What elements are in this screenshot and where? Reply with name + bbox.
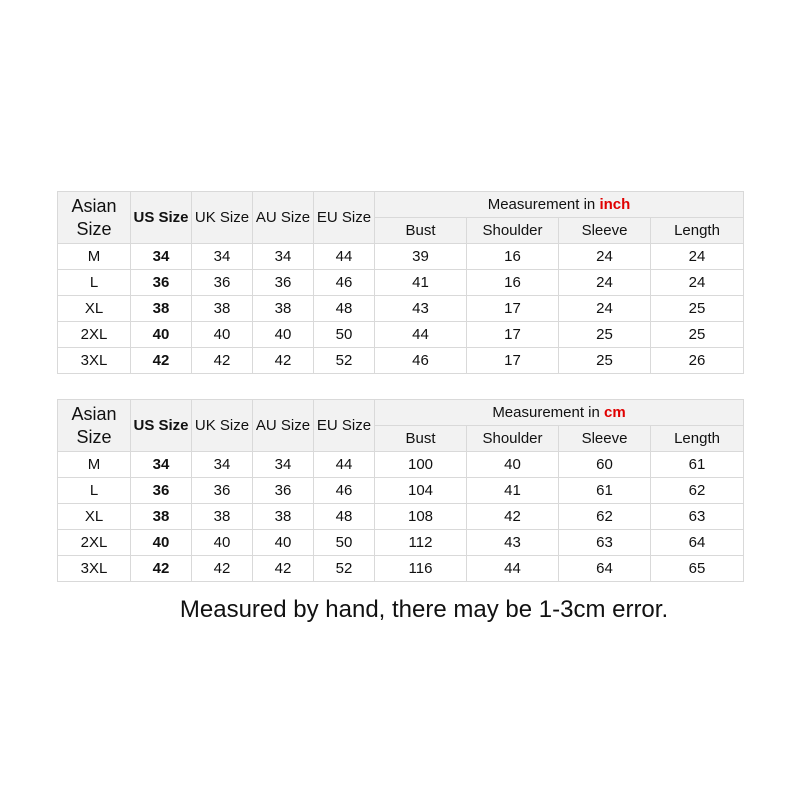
measurement-unit: inch bbox=[599, 196, 631, 213]
measurement-prefix: Measurement in bbox=[487, 196, 596, 213]
cell-us-size: 34 bbox=[131, 452, 192, 478]
cell-uk-size: 42 bbox=[192, 556, 253, 582]
cell-au-size: 38 bbox=[253, 296, 314, 322]
cell-sleeve: 24 bbox=[559, 296, 651, 322]
cell-length: 24 bbox=[651, 270, 744, 296]
cell-bust: 104 bbox=[375, 478, 467, 504]
cell-asian-size: M bbox=[58, 452, 131, 478]
cell-sleeve: 63 bbox=[559, 530, 651, 556]
cell-bust: 46 bbox=[375, 348, 467, 374]
cell-shoulder: 42 bbox=[467, 504, 559, 530]
cell-us-size: 42 bbox=[131, 556, 192, 582]
cell-length: 61 bbox=[651, 452, 744, 478]
cell-eu-size: 44 bbox=[314, 244, 375, 270]
cell-au-size: 36 bbox=[253, 270, 314, 296]
cell-eu-size: 46 bbox=[314, 478, 375, 504]
cell-shoulder: 43 bbox=[467, 530, 559, 556]
cell-us-size: 40 bbox=[131, 530, 192, 556]
cell-bust: 44 bbox=[375, 322, 467, 348]
cell-au-size: 40 bbox=[253, 322, 314, 348]
cell-uk-size: 36 bbox=[192, 478, 253, 504]
cell-asian-size: 2XL bbox=[58, 322, 131, 348]
cell-length: 25 bbox=[651, 296, 744, 322]
header-length: Length bbox=[651, 426, 744, 452]
header-eu-size: EU Size bbox=[314, 192, 375, 244]
cell-sleeve: 25 bbox=[559, 322, 651, 348]
cell-au-size: 42 bbox=[253, 556, 314, 582]
cell-us-size: 40 bbox=[131, 322, 192, 348]
cell-au-size: 38 bbox=[253, 504, 314, 530]
cell-asian-size: XL bbox=[58, 504, 131, 530]
cell-eu-size: 48 bbox=[314, 296, 375, 322]
cell-bust: 108 bbox=[375, 504, 467, 530]
cell-length: 62 bbox=[651, 478, 744, 504]
cell-eu-size: 48 bbox=[314, 504, 375, 530]
cell-shoulder: 41 bbox=[467, 478, 559, 504]
cell-bust: 116 bbox=[375, 556, 467, 582]
cell-us-size: 42 bbox=[131, 348, 192, 374]
header-bust: Bust bbox=[375, 426, 467, 452]
header-au-size: AU Size bbox=[253, 400, 314, 452]
cell-shoulder: 17 bbox=[467, 322, 559, 348]
cell-shoulder: 16 bbox=[467, 244, 559, 270]
cell-sleeve: 60 bbox=[559, 452, 651, 478]
cell-asian-size: M bbox=[58, 244, 131, 270]
cell-uk-size: 38 bbox=[192, 504, 253, 530]
header-uk-size: UK Size bbox=[192, 192, 253, 244]
cell-eu-size: 50 bbox=[314, 530, 375, 556]
cell-uk-size: 34 bbox=[192, 452, 253, 478]
header-sleeve: Sleeve bbox=[559, 218, 651, 244]
cell-asian-size: 2XL bbox=[58, 530, 131, 556]
measurement-note: Measured by hand, there may be 1-3cm error. bbox=[179, 596, 669, 623]
cell-eu-size: 46 bbox=[314, 270, 375, 296]
cell-asian-size: L bbox=[58, 270, 131, 296]
table-row bbox=[58, 322, 744, 348]
cell-sleeve: 62 bbox=[559, 504, 651, 530]
cell-eu-size: 52 bbox=[314, 348, 375, 374]
cell-shoulder: 16 bbox=[467, 270, 559, 296]
cell-sleeve: 24 bbox=[559, 244, 651, 270]
cell-bust: 41 bbox=[375, 270, 467, 296]
cell-length: 63 bbox=[651, 504, 744, 530]
cell-sleeve: 64 bbox=[559, 556, 651, 582]
header-us-size: US Size bbox=[131, 192, 192, 244]
table-row bbox=[58, 452, 744, 478]
cell-sleeve: 24 bbox=[559, 270, 651, 296]
measurement-title bbox=[375, 192, 744, 218]
table-row bbox=[58, 478, 744, 504]
cell-au-size: 40 bbox=[253, 530, 314, 556]
size-table-inch bbox=[57, 191, 744, 374]
cell-length: 25 bbox=[651, 322, 744, 348]
table-row bbox=[58, 270, 744, 296]
cell-bust: 39 bbox=[375, 244, 467, 270]
header-asian-size: Asian Size bbox=[58, 192, 131, 244]
cell-length: 24 bbox=[651, 244, 744, 270]
cell-shoulder: 17 bbox=[467, 348, 559, 374]
cell-bust: 112 bbox=[375, 530, 467, 556]
cell-au-size: 36 bbox=[253, 478, 314, 504]
header-us-size: US Size bbox=[131, 400, 192, 452]
cell-length: 26 bbox=[651, 348, 744, 374]
cell-length: 64 bbox=[651, 530, 744, 556]
cell-uk-size: 34 bbox=[192, 244, 253, 270]
measurement-prefix: Measurement in bbox=[492, 404, 600, 421]
header-bust: Bust bbox=[375, 218, 467, 244]
cell-uk-size: 40 bbox=[192, 530, 253, 556]
cell-eu-size: 52 bbox=[314, 556, 375, 582]
cell-uk-size: 40 bbox=[192, 322, 253, 348]
cell-us-size: 38 bbox=[131, 504, 192, 530]
table-row bbox=[58, 556, 744, 582]
header-length: Length bbox=[651, 218, 744, 244]
header-au-size: AU Size bbox=[253, 192, 314, 244]
cell-asian-size: 3XL bbox=[58, 348, 131, 374]
header-shoulder: Shoulder bbox=[467, 218, 559, 244]
measurement-unit: cm bbox=[604, 404, 626, 421]
cell-shoulder: 40 bbox=[467, 452, 559, 478]
cell-uk-size: 36 bbox=[192, 270, 253, 296]
cell-uk-size: 38 bbox=[192, 296, 253, 322]
cell-shoulder: 44 bbox=[467, 556, 559, 582]
cell-au-size: 34 bbox=[253, 452, 314, 478]
cell-eu-size: 50 bbox=[314, 322, 375, 348]
cell-us-size: 36 bbox=[131, 478, 192, 504]
header-asian-size: Asian Size bbox=[58, 400, 131, 452]
header-uk-size: UK Size bbox=[192, 400, 253, 452]
cell-sleeve: 25 bbox=[559, 348, 651, 374]
cell-shoulder: 17 bbox=[467, 296, 559, 322]
cell-us-size: 36 bbox=[131, 270, 192, 296]
cell-au-size: 42 bbox=[253, 348, 314, 374]
cell-us-size: 38 bbox=[131, 296, 192, 322]
cell-us-size: 34 bbox=[131, 244, 192, 270]
table-row bbox=[58, 348, 744, 374]
cell-uk-size: 42 bbox=[192, 348, 253, 374]
cell-asian-size: 3XL bbox=[58, 556, 131, 582]
cell-bust: 43 bbox=[375, 296, 467, 322]
header-eu-size: EU Size bbox=[314, 400, 375, 452]
cell-au-size: 34 bbox=[253, 244, 314, 270]
measurement-title bbox=[375, 400, 744, 426]
table-row bbox=[58, 244, 744, 270]
header-sleeve: Sleeve bbox=[559, 426, 651, 452]
cell-eu-size: 44 bbox=[314, 452, 375, 478]
table-row bbox=[58, 530, 744, 556]
header-shoulder: Shoulder bbox=[467, 426, 559, 452]
size-table-cm bbox=[57, 399, 744, 582]
table-row bbox=[58, 296, 744, 322]
cell-asian-size: L bbox=[58, 478, 131, 504]
cell-sleeve: 61 bbox=[559, 478, 651, 504]
cell-length: 65 bbox=[651, 556, 744, 582]
cell-asian-size: XL bbox=[58, 296, 131, 322]
table-row bbox=[58, 504, 744, 530]
cell-bust: 100 bbox=[375, 452, 467, 478]
